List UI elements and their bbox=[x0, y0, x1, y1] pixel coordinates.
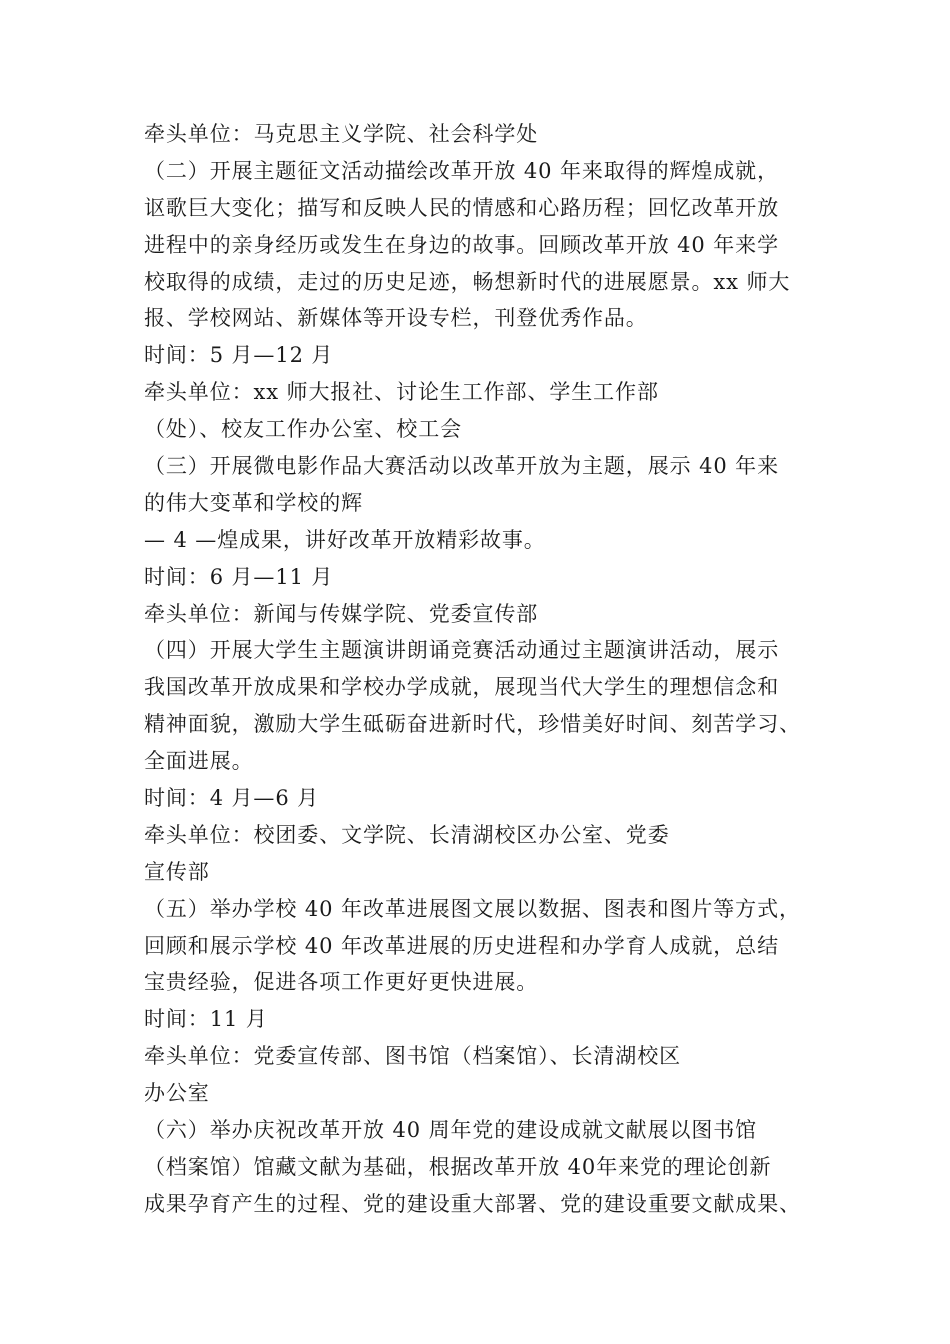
section-heading-line: （五）举办学校 40 年改革进展图文展以数据、图表和图片等方式， bbox=[144, 896, 801, 921]
section-heading-line: （二）开展主题征文活动描绘改革开放 40 年来取得的辉煌成就， bbox=[144, 158, 779, 183]
text-line: 报、学校网站、新媒体等开设专栏，刊登优秀作品。 bbox=[144, 306, 648, 331]
text-line: 宝贵经验，促进各项工作更好更快进展。 bbox=[144, 970, 539, 995]
text-line: （档案馆）馆藏文献为基础，根据改革开放 40年来党的理论创新 bbox=[144, 1154, 772, 1179]
text-line: 全面进展。 bbox=[144, 749, 254, 774]
lead-unit-line: 牵头单位：xx 师大报社、讨论生工作部、学生工作部 bbox=[144, 380, 659, 405]
text-line: 我国改革开放成果和学校办学成就，展现当代大学生的理想信念和 bbox=[144, 675, 780, 700]
text-line: 校取得的成绩，走过的历史足迹，畅想新时代的进展愿景。xx 师大 bbox=[144, 269, 791, 294]
section-heading-line: （三）开展微电影作品大赛活动以改革开放为主题，展示 40 年来 bbox=[144, 454, 779, 479]
time-line: 时间：11 月 bbox=[144, 1007, 268, 1032]
text-line: 牵头单位：马克思主义学院、社会科学处 bbox=[144, 122, 539, 146]
time-line: 时间：5 月—12 月 bbox=[144, 343, 334, 368]
document-body bbox=[144, 116, 824, 1223]
text-line: 回顾和展示学校 40 年改革进展的历史进程和办学育人成就，总结 bbox=[144, 933, 779, 958]
lead-unit-line: 牵头单位：新闻与传媒学院、党委宣传部 bbox=[144, 601, 539, 626]
text-line: 办公室 bbox=[144, 1081, 210, 1106]
section-heading-line: （四）开展大学生主题演讲朗诵竞赛活动通过主题演讲活动，展示 bbox=[144, 638, 780, 663]
lead-unit-line: 牵头单位：校团委、文学院、长清湖校区办公室、党委 bbox=[144, 822, 670, 847]
lead-unit-line: 牵头单位：党委宣传部、图书馆（档案馆）、长清湖校区 bbox=[144, 1044, 681, 1069]
text-line: 的伟大变革和学校的辉 bbox=[144, 490, 363, 515]
text-line: （处）、校友工作办公室、校工会 bbox=[144, 417, 462, 442]
page-number-line: — 4 —煌成果，讲好改革开放精彩故事。 bbox=[144, 527, 546, 552]
time-line: 时间：6 月—11 月 bbox=[144, 564, 334, 589]
text-line: 讴歌巨大变化；描写和反映人民的情感和心路历程；回忆改革开放 bbox=[144, 195, 780, 220]
text-line: 精神面貌，激励大学生砥砺奋进新时代，珍惜美好时间、刻苦学习、 bbox=[144, 712, 801, 737]
text-line: 成果孕育产生的过程、党的建设重大部署、党的建设重要文献成果、 bbox=[144, 1191, 801, 1216]
text-line: 宣传部 bbox=[144, 859, 210, 884]
section-heading-line: （六）举办庆祝改革开放 40 周年党的建设成就文献展以图书馆 bbox=[144, 1118, 758, 1143]
time-line: 时间：4 月—6 月 bbox=[144, 786, 320, 811]
text-line: 进程中的亲身经历或发生在身边的故事。回顾改革开放 40 年来学 bbox=[144, 232, 779, 257]
